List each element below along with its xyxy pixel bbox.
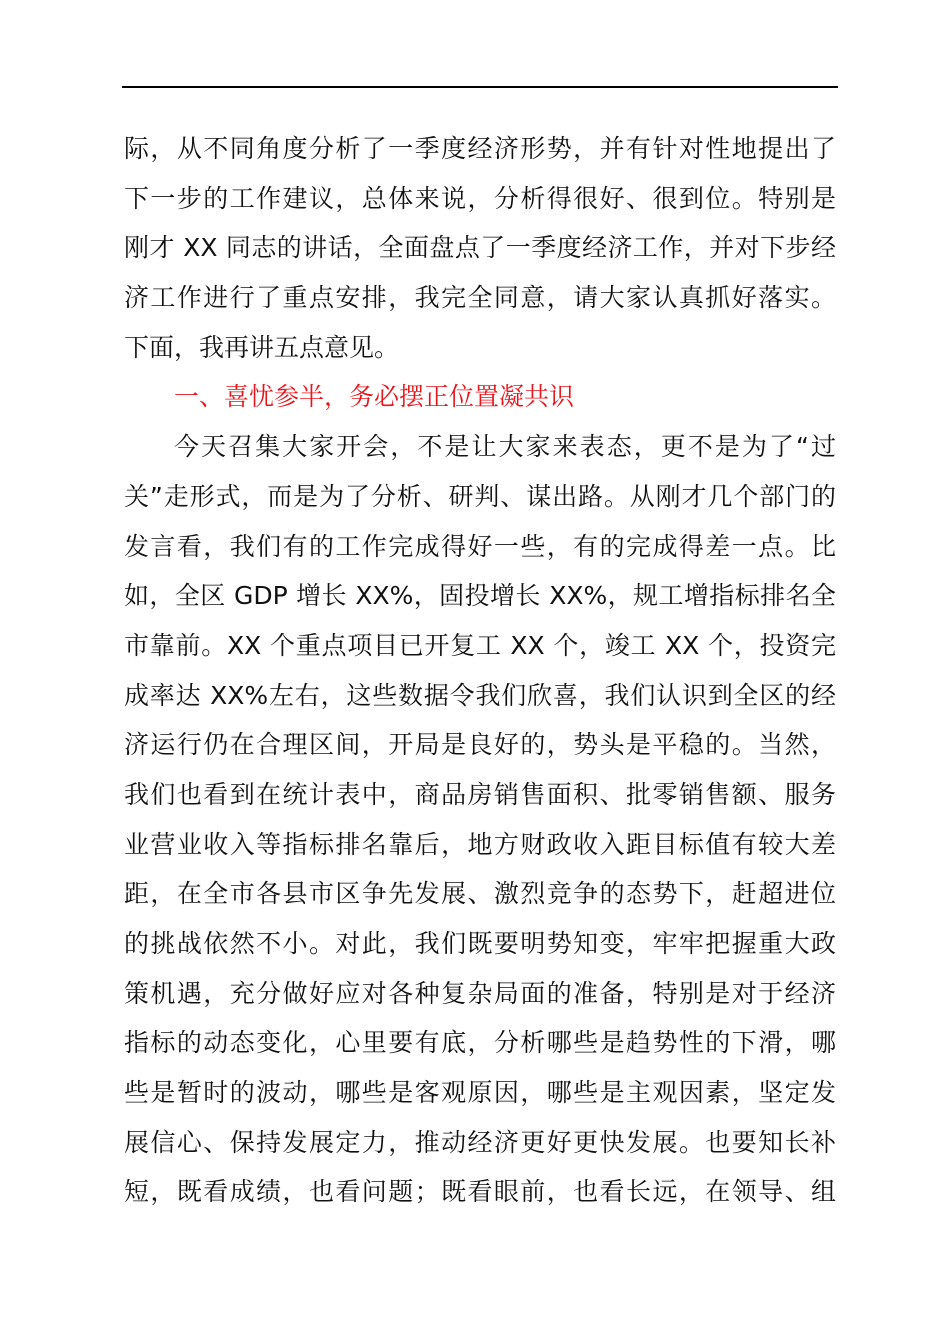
text-line: 发言看，我们有的工作完成得好一些，有的完成得差一点。比 (124, 531, 836, 561)
text-line: 短，既看成绩，也看问题；既看眼前，也看长远，在领导、组 (124, 1177, 836, 1207)
text-line: 些是暂时的波动，哪些是客观原因，哪些是主观因素，坚定发 (124, 1078, 836, 1108)
text-line: 距，在全市各县市区争先发展、激烈竞争的态势下，赶超进位 (124, 879, 836, 909)
paragraph-section-1 (124, 422, 836, 1217)
text-line: 今天召集大家开会，不是让大家来表态，更不是为了“过 (174, 432, 836, 462)
text-line: 如，全区 GDP 增长 XX%，固投增长 XX%，规工增指标排名全 (124, 581, 836, 611)
text-line: 业营业收入等指标排名靠后，地方财政收入距目标值有较大差 (124, 829, 836, 859)
paragraph-intro (124, 124, 836, 372)
text-line: 济运行仍在合理区间，开局是良好的，势头是平稳的。当然， (124, 730, 836, 760)
text-line: 市靠前。XX 个重点项目已开复工 XX 个，竣工 XX 个，投资完 (124, 630, 836, 660)
text-line: 关”走形式，而是为了分析、研判、谋出路。从刚才几个部门的 (124, 481, 836, 511)
text-line: 成率达 XX%左右，这些数据令我们欣喜，我们认识到全区的经 (124, 680, 836, 710)
text-line: 下面，我再讲五点意见。 (124, 332, 400, 362)
body-text (124, 124, 836, 1217)
text-line: 际，从不同角度分析了一季度经济形势，并有针对性地提出了 (124, 134, 836, 163)
text-line: 下一步的工作建议，总体来说，分析得很好、很到位。特别是 (124, 183, 836, 213)
text-line: 的挑战依然不小。对此，我们既要明势知变，牢牢把握重大政 (124, 929, 836, 958)
header-rule (122, 86, 838, 88)
text-line: 指标的动态变化，心里要有底，分析哪些是趋势性的下滑，哪 (124, 1028, 836, 1058)
text-line: 策机遇，充分做好应对各种复杂局面的准备，特别是对于经济 (124, 978, 836, 1008)
section-heading-text: 一、喜忧参半，务必摆正位置凝共识 (174, 382, 575, 412)
section-heading (124, 372, 836, 422)
text-line: 我们也看到在统计表中，商品房销售面积、批零销售额、服务 (124, 779, 836, 809)
text-line: 济工作进行了重点安排，我完全同意，请大家认真抓好落实。 (124, 283, 836, 313)
text-line: 展信心、保持发展定力，推动经济更好更快发展。也要知长补 (124, 1127, 836, 1157)
text-line: 刚才 XX 同志的讲话，全面盘点了一季度经济工作，并对下步经 (124, 233, 836, 263)
